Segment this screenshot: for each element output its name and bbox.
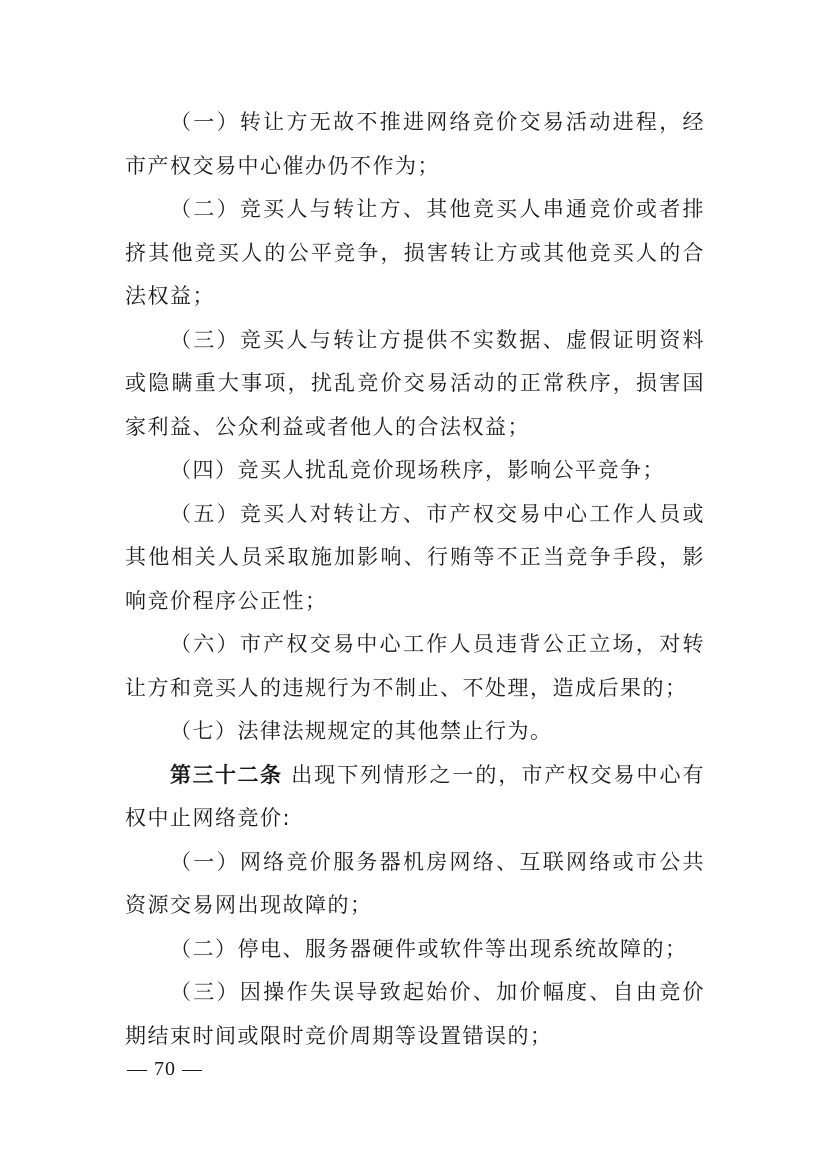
paragraph-item-2: （二）竞买人与转让方、其他竞买人串通竞价或者排挤其他竞买人的公平竞争，损害转让方或其他竞买人的合法权益； (125, 197, 705, 308)
paragraph-item-3: （三）竞买人与转让方提供不实数据、虚假证明资料或隐瞒重大事项，扰乱竞价交易活动的正常秩序，损害国家利益、公众利益或者他人的合法权益； (125, 327, 705, 439)
article-heading: 第三十二条 (170, 762, 283, 787)
article-32-paragraph (125, 754, 705, 841)
article-item-2: （二）停电、服务器硬件或软件等出现系统故障的； (170, 936, 688, 961)
article-text: 出现下列情形之一的，市产权交易中心有权中止网络竞价: (125, 762, 706, 830)
article-item-3: （三）因操作失误导致起始价、加价幅度、自由竞价期结束时间或限时竞价周期等设置错误的； (125, 980, 705, 1048)
paragraph-item-6: （六）市产权交易中心工作人员违背公正立场，对转让方和竞买人的违规行为不制止、不处理，造成后果的； (125, 632, 705, 700)
paragraph-item-7: （七）法律法规规定的其他禁止行为。 (170, 719, 553, 743)
paragraph-item-4: （四）竞买人扰乱竞价现场秩序，影响公平竞争； (170, 458, 665, 482)
article-spacer (283, 763, 292, 787)
article-item-1: （一）网络竞价服务器机房网络、互联网络或市公共资源交易网出现故障的； (125, 849, 705, 917)
page-number: — 70 — (127, 1058, 203, 1080)
paragraph-item-1: （一）转让方无故不推进网络竞价交易活动进程，经市产权交易中心催办仍不作为； (125, 110, 705, 178)
document-body (125, 101, 705, 1058)
paragraph-item-5: （五）竞买人对转让方、市产权交易中心工作人员或其他相关人员采取施加影响、行贿等不正当竞争手段，影响竞价程序公正性； (125, 501, 705, 613)
